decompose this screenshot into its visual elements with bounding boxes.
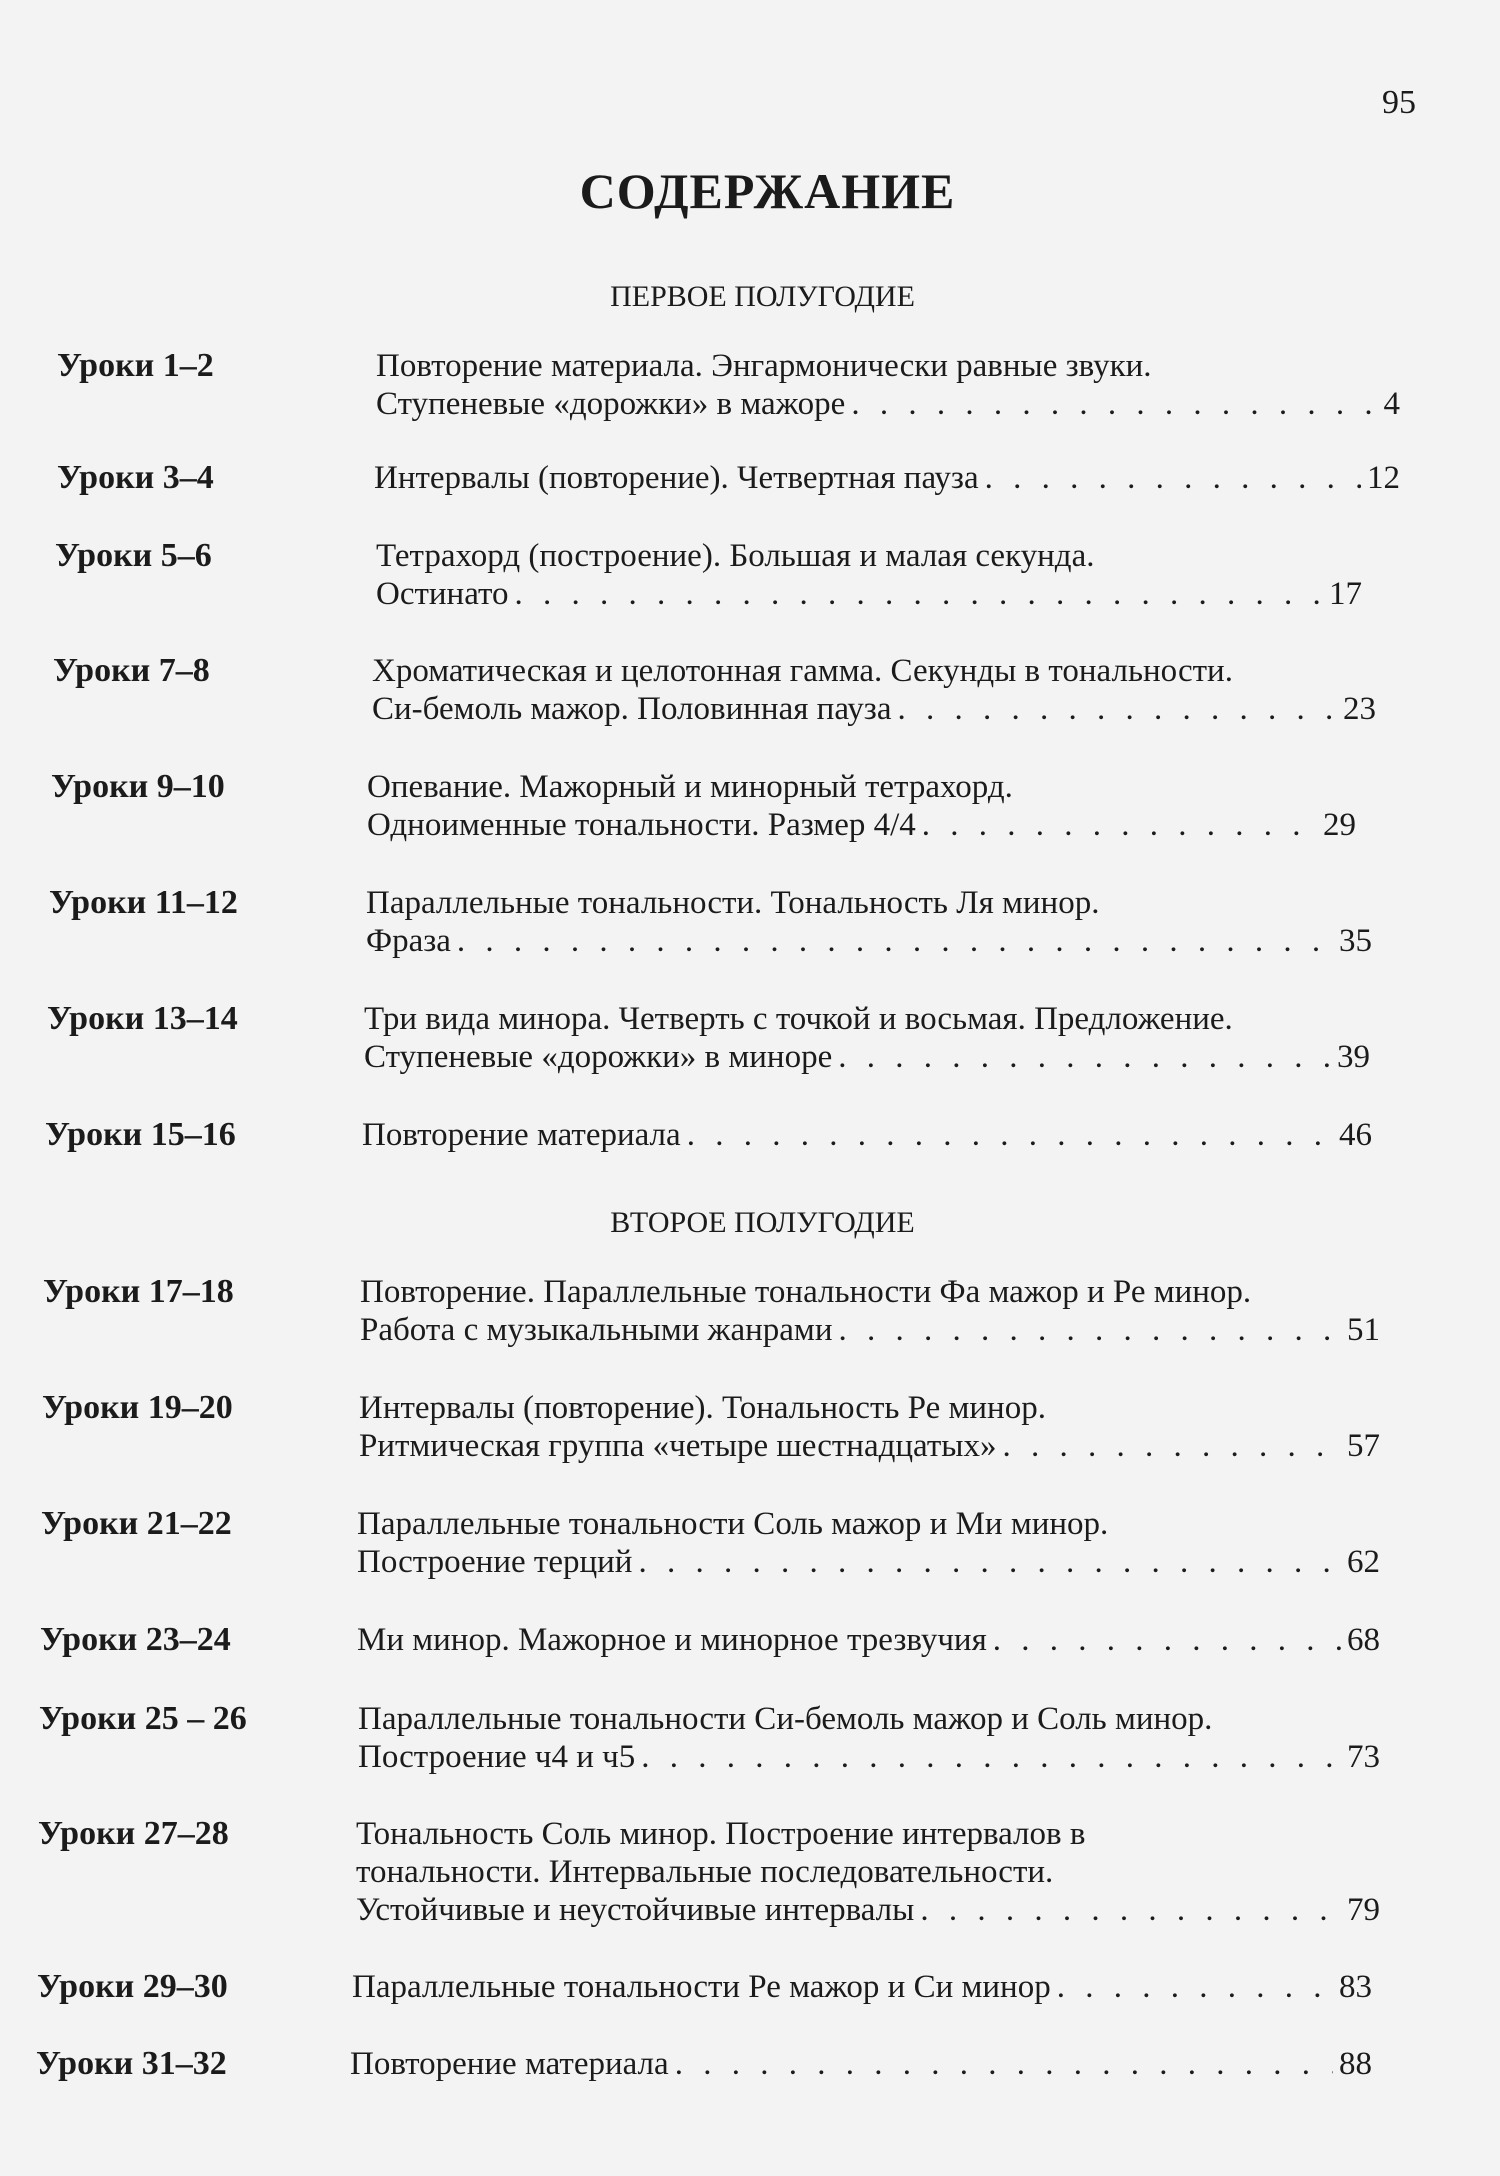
entry-description: [372, 652, 1376, 728]
lesson-label: Уроки 17–18: [43, 1273, 234, 1310]
entry-description: [367, 768, 1356, 844]
entry-description: [359, 1389, 1380, 1465]
entry-description: [366, 884, 1372, 960]
entry-last-line: [364, 1038, 1370, 1076]
entry-last-line: [372, 690, 1376, 728]
entry-line: Повторение материала: [362, 1117, 681, 1153]
entry-page-number: 79: [1347, 1892, 1380, 1928]
dot-leader: [641, 1738, 1341, 1776]
entry-last-line: [376, 385, 1400, 423]
entry-description: [350, 2045, 1372, 2083]
entry-page-number: 23: [1343, 691, 1376, 727]
entry-page-number: 73: [1347, 1739, 1380, 1775]
entry-line: Остинато: [376, 576, 509, 612]
lesson-label: Уроки 23–24: [40, 1621, 231, 1658]
lesson-label: Уроки 31–32: [36, 2045, 227, 2082]
dot-leader: [675, 2045, 1333, 2083]
entry-description: [362, 1116, 1372, 1154]
lesson-label: Уроки 25 – 26: [39, 1700, 247, 1737]
dot-leader: [838, 1311, 1341, 1349]
entry-line: Параллельные тональности Соль мажор и Ми минор.: [357, 1506, 1109, 1542]
lesson-label: Уроки 29–30: [37, 1968, 228, 2005]
entry-last-line: [360, 1311, 1380, 1349]
entry-page-number: 46: [1339, 1117, 1372, 1153]
entry-line: Ступеневые «дорожки» в мажоре: [376, 386, 846, 422]
entry-line: Ступеневые «дорожки» в миноре: [364, 1039, 833, 1075]
entry-line: Ритмическая группа «четыре шестнадцатых»: [359, 1428, 997, 1464]
dot-leader: [515, 575, 1324, 613]
entry-line: Параллельные тональности. Тональность Ля минор.: [366, 885, 1100, 921]
lesson-label: Уроки 1–2: [57, 347, 214, 384]
entry-last-line: [362, 1116, 1372, 1154]
page-title: СОДЕРЖАНИЕ: [579, 163, 956, 219]
dot-leader: [985, 459, 1361, 497]
dot-leader: [920, 1891, 1341, 1929]
entry-line: Параллельные тональности Ре мажор и Си минор: [352, 1969, 1051, 2005]
entry-line: Ми минор. Мажорное и минорное трезвучия: [357, 1622, 987, 1658]
entry-line: Построение терций: [357, 1544, 633, 1580]
lesson-label: Уроки 21–22: [41, 1505, 232, 1542]
entry-description: [357, 1621, 1380, 1659]
entry-page-number: 57: [1347, 1428, 1380, 1464]
entry-page-number: 88: [1339, 2046, 1372, 2082]
entry-last-line: [359, 1427, 1380, 1465]
lesson-label: Уроки 7–8: [53, 652, 210, 689]
entry-line: Повторение. Параллельные тональности Фа мажор и Ре минор.: [360, 1274, 1252, 1310]
entry-page-number: 35: [1339, 923, 1372, 959]
entry-line: Тетрахорд (построение). Большая и малая секунда.: [376, 538, 1095, 574]
entry-line: Устойчивые и неустойчивые интервалы: [356, 1892, 915, 1928]
dot-leader: [993, 1621, 1341, 1659]
entry-description: [364, 1000, 1370, 1076]
entry-line: Работа с музыкальными жанрами: [360, 1312, 833, 1348]
dot-leader: [1002, 1427, 1341, 1465]
lesson-label: Уроки 5–6: [55, 537, 212, 574]
entry-line: Си-бемоль мажор. Половинная пауза: [372, 691, 892, 727]
entry-description: [357, 1505, 1380, 1581]
entry-last-line: [357, 1543, 1380, 1581]
entry-description: [356, 1815, 1380, 1929]
dot-leader: [838, 1038, 1331, 1076]
entry-last-line: [366, 922, 1372, 960]
section-heading: ВТОРОЕ ПОЛУГОДИЕ: [610, 1206, 915, 1239]
entry-description: [376, 347, 1400, 423]
section-heading: ПЕРВОЕ ПОЛУГОДИЕ: [610, 280, 915, 313]
dot-leader: [457, 922, 1333, 960]
entry-line: Три вида минора. Четверть с точкой и восьмая. Предложение.: [364, 1001, 1233, 1037]
entry-page-number: 39: [1337, 1039, 1370, 1075]
entry-page-number: 17: [1329, 576, 1362, 612]
entry-line: Хроматическая и целотонная гамма. Секунды в тональности.: [372, 653, 1233, 689]
entry-last-line: [376, 575, 1362, 613]
dot-leader: [1057, 1968, 1333, 2006]
entry-line: Повторение материала. Энгармонически равные звуки.: [376, 348, 1152, 384]
entry-page-number: 29: [1323, 807, 1356, 843]
lesson-label: Уроки 13–14: [47, 1000, 238, 1037]
dot-leader: [687, 1116, 1333, 1154]
entry-last-line: [374, 459, 1400, 497]
entry-description: [358, 1700, 1380, 1776]
entry-line: тональности. Интервальные последовательности.: [356, 1854, 1054, 1890]
entry-page-number: 62: [1347, 1544, 1380, 1580]
entry-last-line: [350, 2045, 1372, 2083]
entry-line: Параллельные тональности Си-бемоль мажор и Соль минор.: [358, 1701, 1213, 1737]
lesson-label: Уроки 9–10: [51, 768, 225, 805]
entry-line: Одноименные тональности. Размер 4/4: [367, 807, 916, 843]
entry-last-line: [358, 1738, 1380, 1776]
entry-page-number: 68: [1347, 1622, 1380, 1658]
dot-leader: [851, 385, 1377, 423]
dot-leader: [922, 806, 1317, 844]
page-number: 95: [1382, 84, 1416, 121]
entry-line: Интервалы (повторение). Четвертная пауза: [374, 460, 979, 496]
entry-description: [376, 537, 1362, 613]
entry-last-line: [352, 1968, 1372, 2006]
entry-last-line: [367, 806, 1356, 844]
entry-line: Построение ч4 и ч5: [358, 1739, 636, 1775]
lesson-label: Уроки 27–28: [38, 1815, 229, 1852]
lesson-label: Уроки 3–4: [57, 459, 214, 496]
entry-line: Опевание. Мажорный и минорный тетрахорд.: [367, 769, 1013, 805]
entry-line: Фраза: [366, 923, 451, 959]
entry-page-number: 4: [1383, 386, 1400, 422]
entry-line: Интервалы (повторение). Тональность Ре минор.: [359, 1390, 1046, 1426]
entry-line: Повторение материала: [350, 2046, 669, 2082]
entry-page-number: 12: [1367, 460, 1400, 496]
entry-line: Тональность Соль минор. Построение интервалов в: [356, 1816, 1086, 1852]
entry-description: [374, 459, 1400, 497]
entry-description: [352, 1968, 1372, 2006]
entry-last-line: [357, 1621, 1380, 1659]
entry-page-number: 51: [1347, 1312, 1380, 1348]
lesson-label: Уроки 15–16: [45, 1116, 236, 1153]
dot-leader: [638, 1543, 1341, 1581]
entry-last-line: [356, 1891, 1380, 1929]
lesson-label: Уроки 11–12: [49, 884, 238, 921]
dot-leader: [897, 690, 1337, 728]
entry-description: [360, 1273, 1380, 1349]
lesson-label: Уроки 19–20: [42, 1389, 233, 1426]
entry-page-number: 83: [1339, 1969, 1372, 2005]
